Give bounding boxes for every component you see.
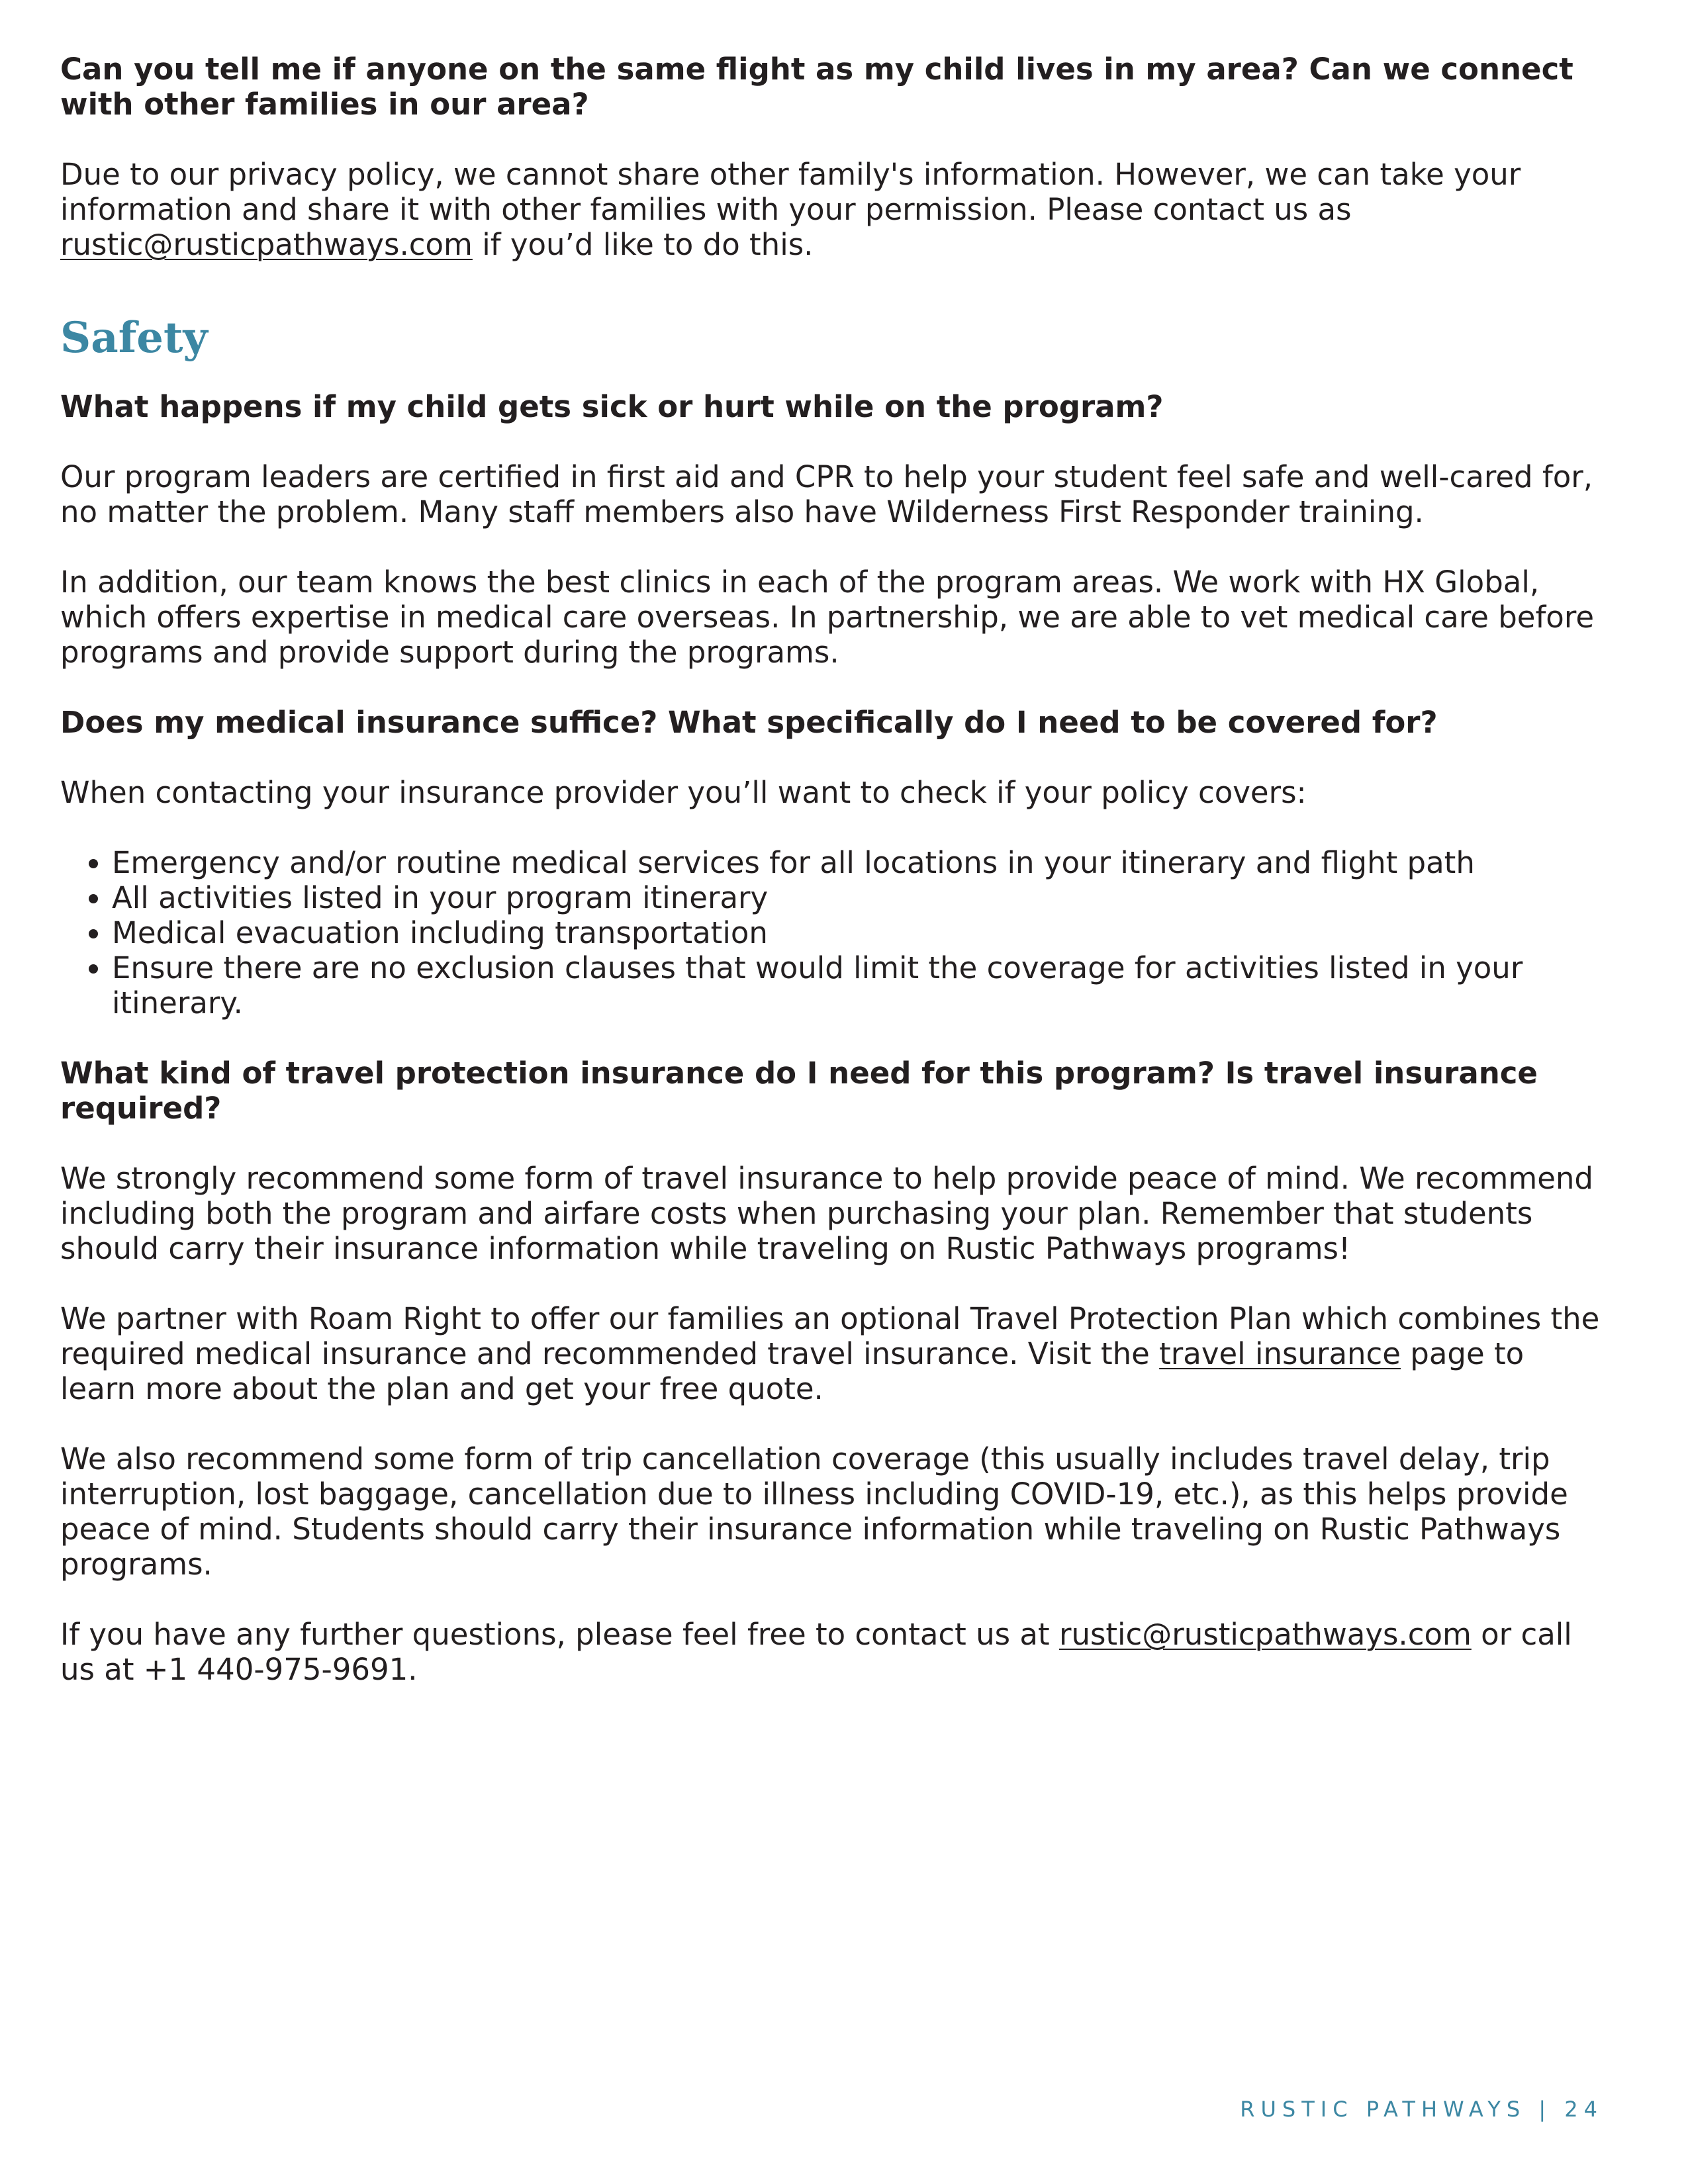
faq-question-flight: Can you tell me if anyone on the same flight as my child lives in my area? Can we connect with other families in our area? <box>60 52 1573 122</box>
faq-answer-travel-1: We strongly recommend some form of travel insurance to help provide peace of mind. We recommend including both the program and airfare costs when purchasing your plan. Remember that students should carry their insurance information while traveling on Rustic Pathways programs! <box>60 1161 1593 1266</box>
answer-text: if you’d like to do this. <box>472 227 814 262</box>
list-item: • Ensure there are no exclusion clauses that would limit the coverage for activities listed in your itinerary. <box>112 950 1603 1021</box>
answer-text: We partner with Roam Right to offer our families an optional Travel Protection Plan which combines the required medical insurance and recommended travel insurance. Visit the <box>60 1301 1600 1371</box>
email-link[interactable]: rustic@rusticpathways.com <box>60 227 473 262</box>
faq-answer-travel-3: We also recommend some form of trip cancellation coverage (this usually includes travel delay, trip interruption, lost baggage, cancellation due to illness including COVID-19, etc.), as this helps provide peace of mind. Students should carry their insurance information while traveling on Rustic Pathways programs. <box>60 1441 1568 1582</box>
closing-contact <box>60 1617 1603 1687</box>
faq-answer-sick-1: Our program leaders are certified in first aid and CPR to help your student feel safe and well-cared for, no matter the problem. Many staff members also have Wilderness First Responder training. <box>60 459 1593 529</box>
answer-text: or call us at +1 440-975-9691. <box>60 1617 1572 1687</box>
list-item: • All activities listed in your program itinerary <box>112 880 1603 915</box>
faq-answer-sick-2: In addition, our team knows the best clinics in each of the program areas. We work with HX Global, which offers expertise in medical care overseas. In partnership, we are able to vet medical care before programs and provide support during the programs. <box>60 565 1595 670</box>
faq-question-sick: What happens if my child gets sick or hurt while on the program? <box>60 389 1164 424</box>
document-page <box>60 52 1603 1722</box>
coverage-list <box>60 845 1603 1021</box>
answer-text: page to learn more about the plan and get your free quote. <box>60 1336 1524 1406</box>
list-item: • Emergency and/or routine medical services for all locations in your itinerary and flight path <box>112 845 1603 880</box>
email-link[interactable]: rustic@rusticpathways.com <box>1058 1617 1472 1652</box>
answer-text: If you have any further questions, please feel free to contact us at <box>60 1617 1059 1652</box>
faq-answer-medical-intro: When contacting your insurance provider you’ll want to check if your policy covers: <box>60 775 1307 810</box>
answer-text: Due to our privacy policy, we cannot share other family's information. However, we can take your information and share it with other families with your permission. Please contact us as <box>60 157 1521 227</box>
list-item: • Medical evacuation including transportation <box>112 915 1603 950</box>
section-heading-safety: Safety <box>60 313 208 363</box>
page-footer: RUSTIC PATHWAYS | 24 <box>1240 2097 1603 2122</box>
faq-answer-flight <box>60 157 1603 262</box>
travel-insurance-link[interactable]: travel insurance <box>1159 1336 1401 1371</box>
faq-question-travel-insurance: What kind of travel protection insurance do I need for this program? Is travel insurance required? <box>60 1056 1538 1126</box>
faq-question-medical-insurance: Does my medical insurance suffice? What specifically do I need to be covered for? <box>60 705 1438 740</box>
faq-answer-travel-2 <box>60 1301 1603 1406</box>
